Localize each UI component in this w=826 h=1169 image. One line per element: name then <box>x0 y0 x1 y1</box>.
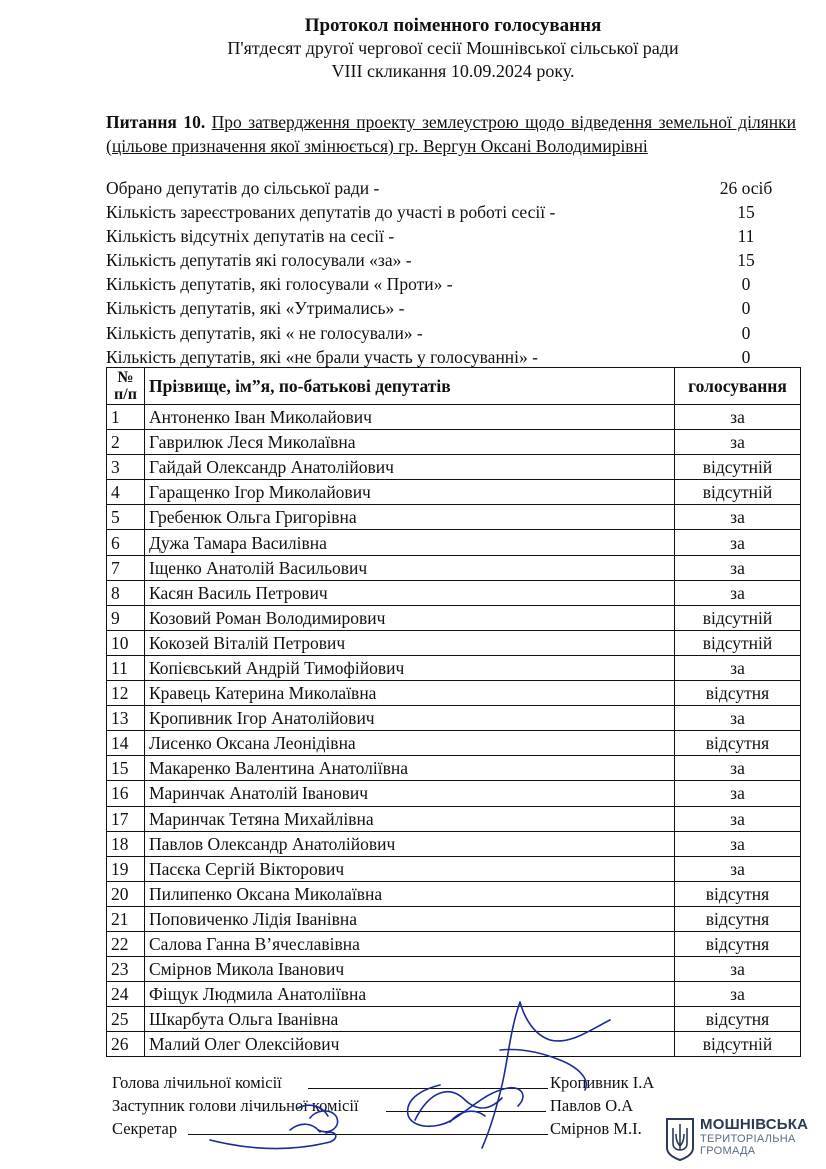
table-row <box>107 781 801 806</box>
stat-row <box>106 224 796 248</box>
stat-label: Кількість депутатів, які «не брали участь у голосуванні» - <box>106 346 538 367</box>
table-row <box>107 405 801 430</box>
column-header-number-top: № <box>117 369 134 386</box>
deputy-name: Пилипенко Оксана Миколаївна <box>145 881 675 906</box>
vote-result: відсутня <box>675 1007 801 1032</box>
vote-result: відсутній <box>675 1032 801 1057</box>
deputy-name: Антоненко Іван Миколайович <box>145 405 675 430</box>
document-title: Протокол поіменного голосування <box>304 15 602 36</box>
brand-subtitle <box>700 1133 796 1157</box>
row-number: 2 <box>107 430 145 455</box>
deputy-name: Фіщук Людмила Анатоліївна <box>145 982 675 1007</box>
deputy-name: Салова Ганна В’ячеславівна <box>145 931 675 956</box>
table-row <box>107 806 801 831</box>
stat-value: 15 <box>737 250 755 271</box>
signatory-role: Голова лічильної комісії <box>112 1073 282 1092</box>
signature-row <box>112 1072 672 1095</box>
table-row <box>107 982 801 1007</box>
stat-row <box>106 248 796 272</box>
table-row <box>107 455 801 480</box>
row-number: 25 <box>107 1007 145 1032</box>
signatory-name: Смірнов М.І. <box>550 1119 642 1138</box>
vote-result: відсутній <box>675 480 801 505</box>
signatory-name: Кропивник І.А <box>550 1073 655 1092</box>
table-row <box>107 530 801 555</box>
deputy-name: Козовий Роман Володимирович <box>145 605 675 630</box>
row-number: 8 <box>107 580 145 605</box>
table-row <box>107 731 801 756</box>
vote-result: за <box>675 405 801 430</box>
question-label: Питання 10. <box>106 112 206 132</box>
row-number: 17 <box>107 806 145 831</box>
vote-result: відсутня <box>675 931 801 956</box>
row-number: 24 <box>107 982 145 1007</box>
deputy-name: Копієвський Андрій Тимофійович <box>145 655 675 680</box>
table-row <box>107 681 801 706</box>
table-row <box>107 1032 801 1057</box>
table-row <box>107 580 801 605</box>
vote-result: за <box>675 806 801 831</box>
roll-call-table <box>106 367 801 1057</box>
table-row <box>107 555 801 580</box>
deputy-name: Кропивник Ігор Анатолійович <box>145 706 675 731</box>
row-number: 26 <box>107 1032 145 1057</box>
table-row <box>107 655 801 680</box>
column-header-number <box>107 368 145 405</box>
table-row <box>107 756 801 781</box>
row-number: 1 <box>107 405 145 430</box>
deputy-name: Павлов Олександр Анатолійович <box>145 831 675 856</box>
table-row <box>107 630 801 655</box>
stat-label: Кількість депутатів, які «Утримались» - <box>106 298 405 319</box>
deputy-name: Дужа Тамара Василівна <box>145 530 675 555</box>
deputy-name: Маринчак Тетяна Михайлівна <box>145 806 675 831</box>
stat-row <box>106 272 796 296</box>
deputy-name: Шкарбута Ольга Іванівна <box>145 1007 675 1032</box>
stat-value: 15 <box>737 202 755 223</box>
table-row <box>107 831 801 856</box>
table-row <box>107 1007 801 1032</box>
table-header-row <box>107 368 801 405</box>
deputy-name: Лисенко Оксана Леонідівна <box>145 731 675 756</box>
column-header-vote: голосування <box>675 368 801 405</box>
stat-value: 11 <box>737 226 755 247</box>
brand-subtitle-line1: ТЕРИТОРІАЛЬНА <box>700 1133 796 1145</box>
table-row <box>107 881 801 906</box>
deputy-name: Іщенко Анатолій Васильович <box>145 555 675 580</box>
row-number: 3 <box>107 455 145 480</box>
brand-subtitle-line2: ГРОМАДА <box>700 1145 756 1157</box>
vote-result: відсутня <box>675 681 801 706</box>
stat-label: Кількість депутатів, які « не голосували» - <box>106 322 423 343</box>
stat-row <box>106 200 796 224</box>
vote-result: відсутня <box>675 906 801 931</box>
vote-statistics <box>106 176 796 369</box>
row-number: 14 <box>107 731 145 756</box>
signature-row <box>112 1095 672 1118</box>
deputy-name: Макаренко Валентина Анатоліївна <box>145 756 675 781</box>
row-number: 6 <box>107 530 145 555</box>
vote-result: відсутній <box>675 605 801 630</box>
signatory-role: Секретар <box>112 1119 178 1138</box>
deputy-name: Поповиченко Лідія Іванівна <box>145 906 675 931</box>
signature-line <box>308 1088 548 1089</box>
stat-label: Обрано депутатів до сільської ради - <box>106 178 380 198</box>
table-row <box>107 480 801 505</box>
deputy-name: Кокозей Віталій Петрович <box>145 630 675 655</box>
stat-row <box>106 296 796 320</box>
deputy-name: Кравець Катерина Миколаївна <box>145 681 675 706</box>
deputy-name: Маринчак Анатолій Іванович <box>145 781 675 806</box>
vote-result: за <box>675 856 801 881</box>
session-line: П'ятдесят другої чергової сесії Мошнівської сільської ради <box>227 38 679 58</box>
vote-result: за <box>675 555 801 580</box>
deputy-name: Касян Василь Петрович <box>145 580 675 605</box>
signature-line <box>386 1111 546 1112</box>
row-number: 7 <box>107 555 145 580</box>
trident-emblem-icon <box>664 1116 696 1162</box>
stat-label: Кількість відсутніх депутатів на сесії - <box>106 226 395 247</box>
row-number: 10 <box>107 630 145 655</box>
column-header-name: Прізвище, ім”я, по-батькові депутатів <box>145 368 675 405</box>
vote-result: відсутній <box>675 630 801 655</box>
row-number: 11 <box>107 655 145 680</box>
deputy-name: Гаврилюк Леся Миколаївна <box>145 430 675 455</box>
row-number: 18 <box>107 831 145 856</box>
deputy-name: Малий Олег Олексійович <box>145 1032 675 1057</box>
stat-value: 26 осіб <box>719 178 773 198</box>
row-number: 12 <box>107 681 145 706</box>
vote-result: за <box>675 781 801 806</box>
community-brand <box>664 1114 814 1164</box>
stat-row <box>106 176 796 200</box>
vote-result: за <box>675 505 801 530</box>
deputy-name: Смірнов Микола Іванович <box>145 957 675 982</box>
table-row <box>107 505 801 530</box>
vote-result: за <box>675 580 801 605</box>
vote-result: за <box>675 430 801 455</box>
document-header <box>0 14 826 83</box>
row-number: 23 <box>107 957 145 982</box>
row-number: 22 <box>107 931 145 956</box>
row-number: 5 <box>107 505 145 530</box>
vote-result: за <box>675 756 801 781</box>
stat-value: 0 <box>741 298 751 319</box>
vote-result: за <box>675 957 801 982</box>
row-number: 15 <box>107 756 145 781</box>
vote-result: відсутня <box>675 881 801 906</box>
deputy-name: Гайдай Олександр Анатолійович <box>145 455 675 480</box>
signatory-role: Заступник голови лічильної комісії <box>112 1096 359 1115</box>
signature-block <box>112 1072 672 1141</box>
vote-result: за <box>675 655 801 680</box>
signature-line <box>188 1134 548 1135</box>
agenda-question <box>106 110 796 158</box>
deputy-name: Пасєка Сергій Вікторович <box>145 856 675 881</box>
signature-row <box>112 1118 672 1141</box>
stat-value: 0 <box>741 274 751 295</box>
table-row <box>107 957 801 982</box>
table-row <box>107 856 801 881</box>
vote-result: відсутня <box>675 731 801 756</box>
brand-title: МОШНІВСЬКА <box>700 1116 809 1133</box>
vote-result: за <box>675 706 801 731</box>
question-text: Про затвердження проекту землеустрою щодо відведення земельної ділянки (цільове призначення якої змінюється) гр. Вергун Оксані Володимирівні <box>106 112 797 156</box>
row-number: 16 <box>107 781 145 806</box>
vote-result: за <box>675 982 801 1007</box>
row-number: 13 <box>107 706 145 731</box>
deputy-name: Гребенюк Ольга Григорівна <box>145 505 675 530</box>
row-number: 4 <box>107 480 145 505</box>
table-row <box>107 906 801 931</box>
table-row <box>107 931 801 956</box>
vote-result: відсутній <box>675 455 801 480</box>
stat-row <box>106 321 796 345</box>
stat-label: Кількість депутатів, які голосували « Проти» - <box>106 274 453 295</box>
stat-label: Кількість депутатів які голосували «за» - <box>106 250 412 271</box>
vote-result: за <box>675 530 801 555</box>
vote-result: за <box>675 831 801 856</box>
table-row <box>107 605 801 630</box>
table-row <box>107 706 801 731</box>
row-number: 19 <box>107 856 145 881</box>
row-number: 21 <box>107 906 145 931</box>
table-row <box>107 430 801 455</box>
row-number: 9 <box>107 605 145 630</box>
column-header-number-bottom: п/п <box>114 386 137 403</box>
convocation-date-line: VIII скликання 10.09.2024 року. <box>331 61 575 81</box>
row-number: 20 <box>107 881 145 906</box>
stat-value: 0 <box>741 322 751 343</box>
stat-value: 0 <box>741 346 751 367</box>
stat-row <box>106 345 796 369</box>
stat-label: Кількість зареєстрованих депутатів до участі в роботі сесії - <box>106 202 556 223</box>
deputy-name: Гаращенко Ігор Миколайович <box>145 480 675 505</box>
signatory-name: Павлов О.А <box>550 1096 634 1115</box>
